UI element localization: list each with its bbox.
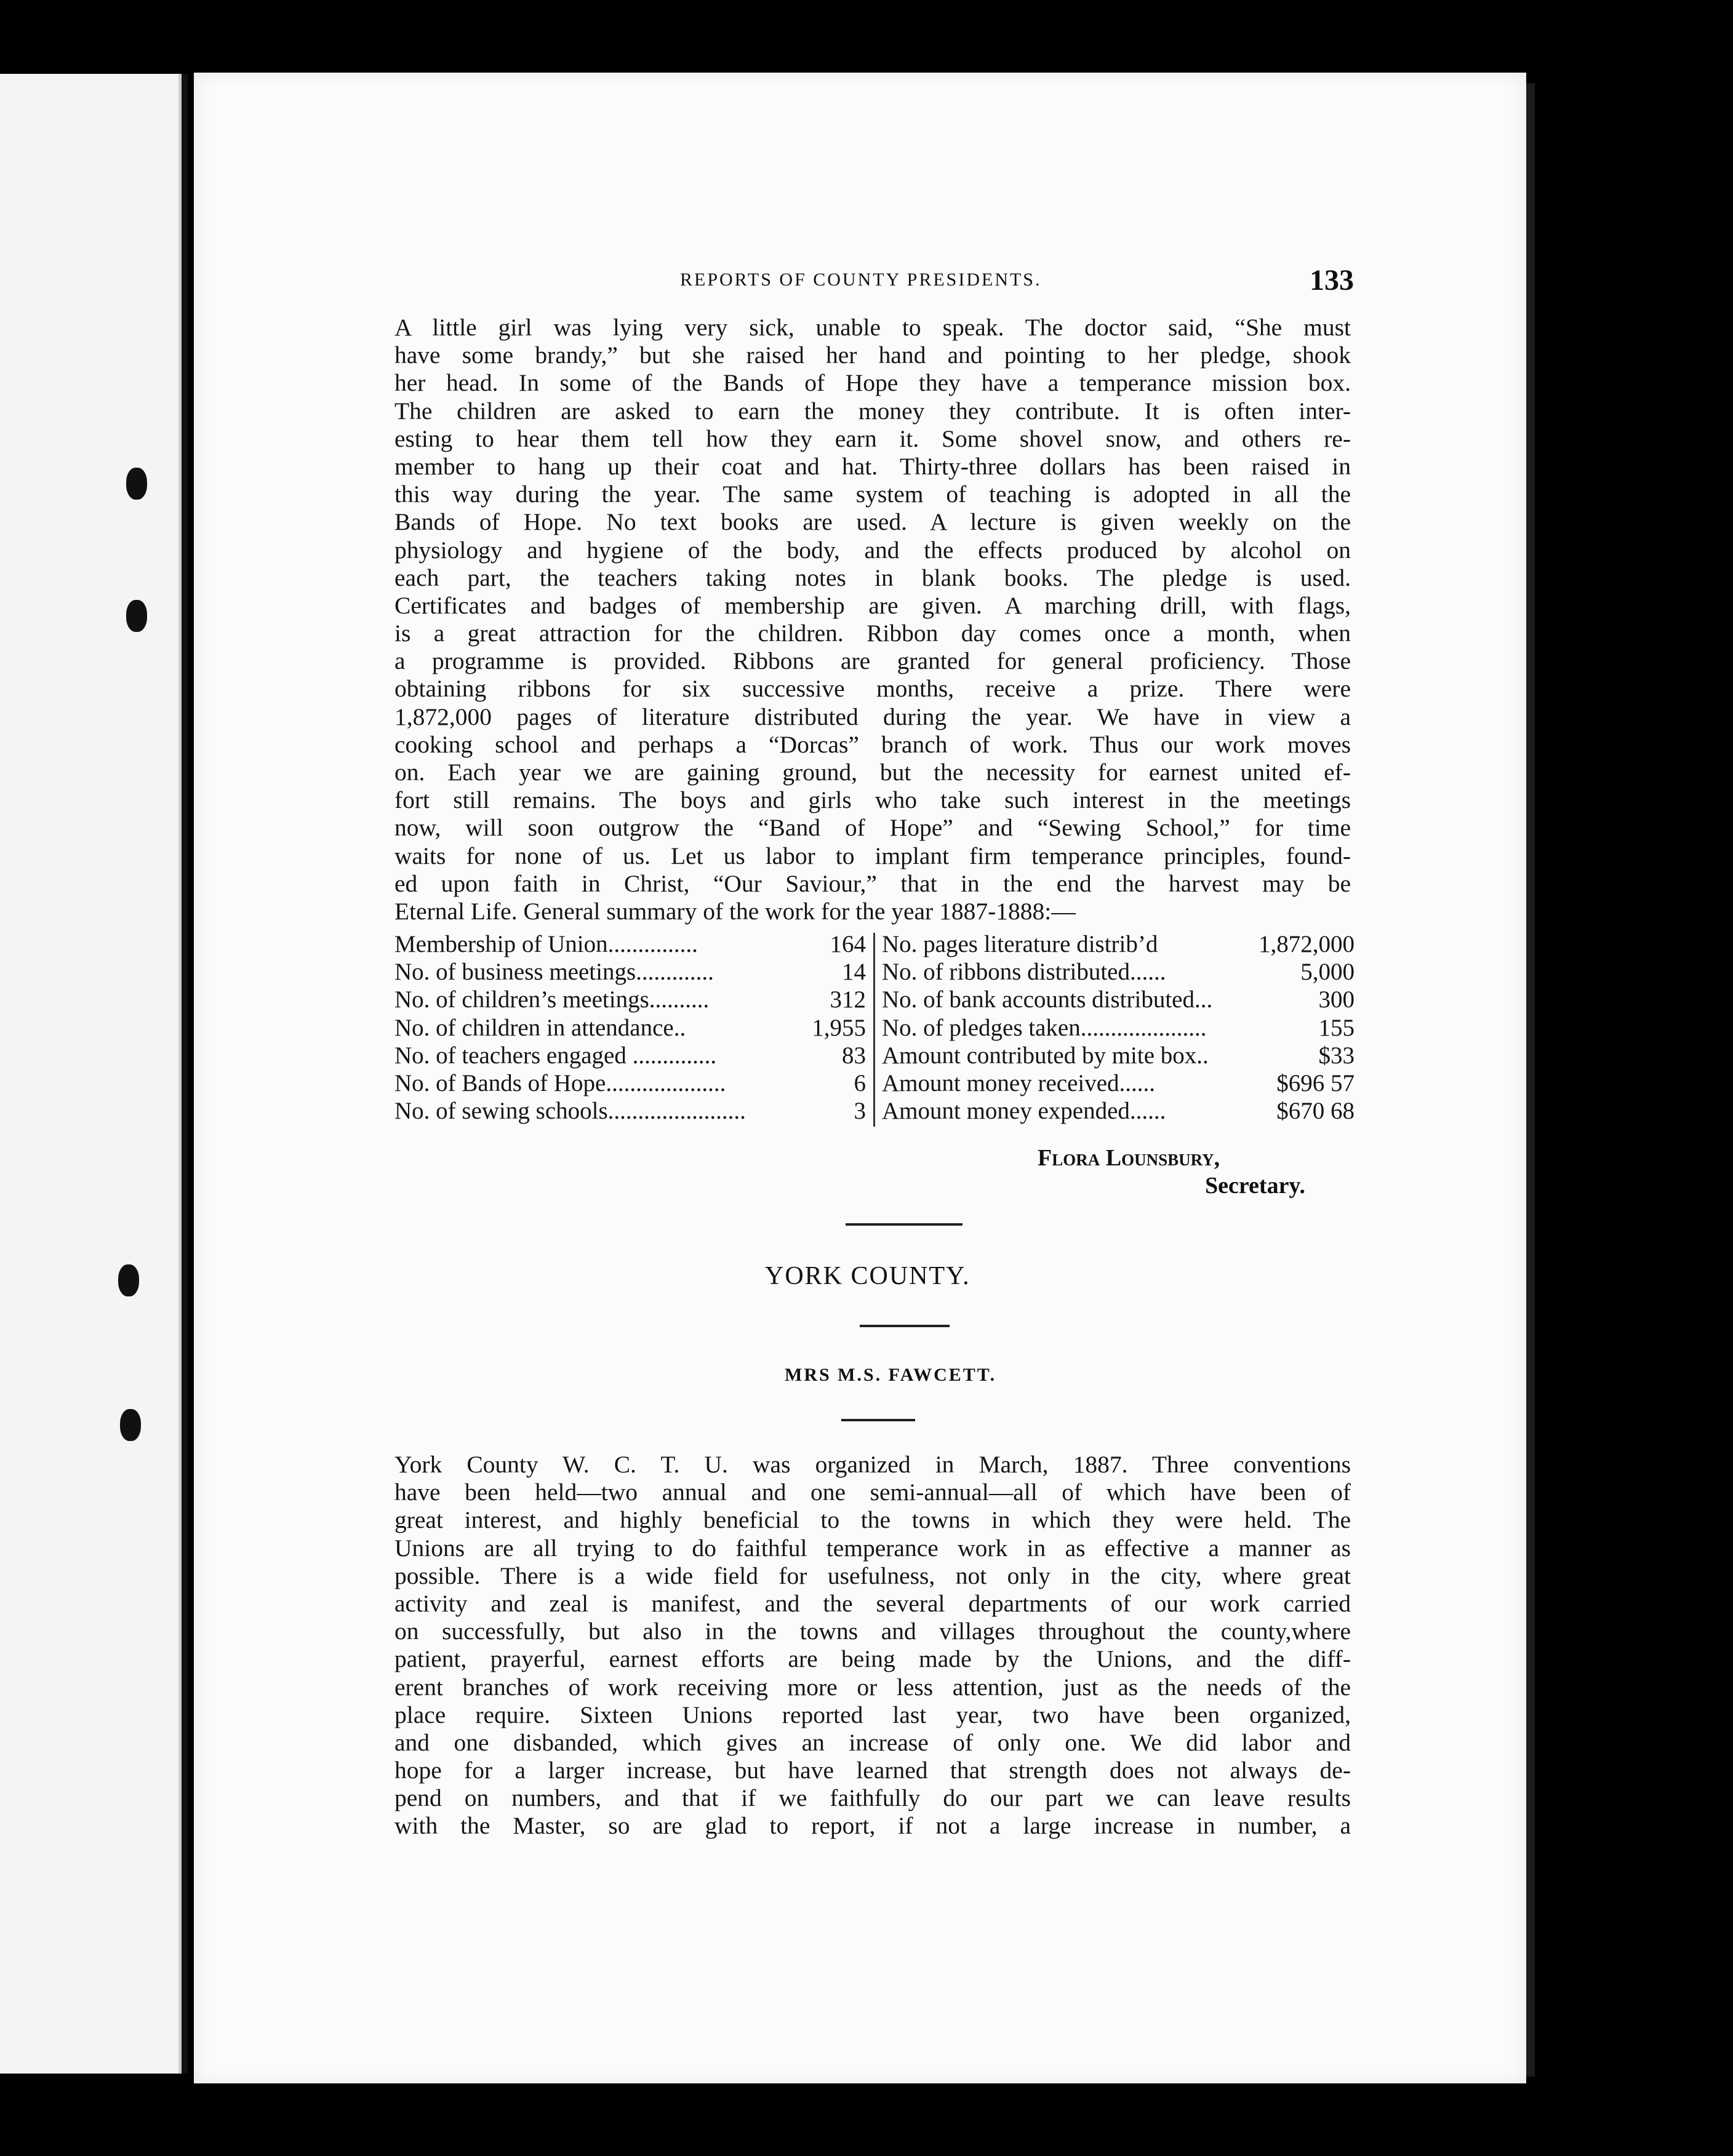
summary-column-left xyxy=(394,930,866,1125)
summary-row xyxy=(882,1042,1355,1069)
running-header: REPORTS OF COUNTY PRESIDENTS. xyxy=(680,270,1042,290)
summary-label: Membership of Union............... xyxy=(394,931,698,957)
page-edge-shadow xyxy=(1526,83,1535,2077)
text-line: this way during the year. The same system of teaching is adopted in all the xyxy=(394,481,1351,508)
binding-hole xyxy=(126,600,147,632)
summary-row xyxy=(882,930,1355,958)
page-number: 133 xyxy=(1310,264,1354,297)
summary-row xyxy=(394,958,866,986)
summary-column-divider xyxy=(873,933,875,1127)
text-line: on. Each year we are gaining ground, but the necessity for earnest united ef- xyxy=(394,759,1351,786)
section-author: MRS M.S. FAWCETT. xyxy=(785,1365,997,1385)
summary-value: $33 xyxy=(1318,1042,1355,1069)
text-line: Unions are all trying to do faithful temperance work in as effective a manner as xyxy=(394,1534,1351,1562)
summary-value: $670 68 xyxy=(1276,1098,1355,1125)
summary-label: No. of pledges taken..................... xyxy=(882,1014,1207,1041)
summary-label: No. of ribbons distributed...... xyxy=(882,959,1166,986)
section-rule xyxy=(841,1419,915,1421)
text-line: is a great attraction for the children. Ribbon day comes once a month, when xyxy=(394,620,1351,647)
text-line: a programme is provided. Ribbons are granted for general proficiency. Those xyxy=(394,647,1351,675)
text-line: Eternal Life. General summary of the work for the year 1887-1888:— xyxy=(394,897,1076,925)
binding-hole xyxy=(120,1409,141,1441)
text-line: great interest, and highly beneficial to the towns in which they were held. The xyxy=(394,1506,1351,1534)
summary-value: 300 xyxy=(1318,986,1355,1013)
summary-label: Amount contributed by mite box.. xyxy=(882,1042,1209,1069)
summary-value: $696 57 xyxy=(1276,1069,1355,1096)
text-line: York County W. C. T. U. was organized in March, 1887. Three conventions xyxy=(394,1451,1351,1478)
text-line: her head. In some of the Bands of Hope they have a temperance mission box. xyxy=(394,369,1351,397)
summary-row xyxy=(882,958,1355,986)
summary-row xyxy=(394,986,866,1013)
text-line: physiology and hygiene of the body, and the effects produced by alcohol on xyxy=(394,536,1351,564)
summary-label: Amount money received...... xyxy=(882,1069,1156,1096)
summary-value: 155 xyxy=(1318,1014,1355,1041)
text-line: A little girl was lying very sick, unable to speak. The doctor said, “She must xyxy=(394,314,1351,341)
binding-hole xyxy=(126,468,147,500)
summary-label: No. of children in attendance.. xyxy=(394,1014,686,1041)
summary-row xyxy=(882,1069,1355,1097)
text-line: fort still remains. The boys and girls who take such interest in the meetings xyxy=(394,786,1351,814)
report-body-text xyxy=(394,314,1351,925)
text-line: patient, prayerful, earnest efforts are being made by the Unions, and the diff- xyxy=(394,1645,1351,1673)
summary-row xyxy=(394,1097,866,1125)
text-line: each part, the teachers taking notes in blank books. The pledge is used. xyxy=(394,564,1351,591)
text-line: have been held—two annual and one semi-annual—all of which have been of xyxy=(394,1479,1351,1506)
summary-label: No. pages literature distrib’d xyxy=(882,931,1158,957)
text-line: waits for none of us. Let us labor to implant firm temperance principles, found- xyxy=(394,842,1351,869)
text-line: obtaining ribbons for six successive months, receive a prize. There were xyxy=(394,675,1351,703)
binding-hole xyxy=(118,1264,139,1296)
text-line: activity and zeal is manifest, and the several departments of our work carried xyxy=(394,1589,1351,1617)
summary-row xyxy=(882,1014,1355,1042)
summary-row xyxy=(882,986,1355,1013)
summary-value: 3 xyxy=(854,1098,866,1125)
york-county-body-text xyxy=(394,1451,1351,1840)
text-line: possible. There is a wide field for usefulness, not only in the city, where great xyxy=(394,1562,1351,1589)
summary-label: No. of business meetings............. xyxy=(394,959,714,986)
text-line: ed upon faith in Christ, “Our Saviour,” that in the end the harvest may be xyxy=(394,869,1351,897)
text-line: and one disbanded, which gives an increase of only one. We did labor and xyxy=(394,1728,1351,1756)
summary-row xyxy=(882,1097,1355,1125)
text-line: esting to hear them tell how they earn it. Some shovel snow, and others re- xyxy=(394,425,1351,452)
summary-row xyxy=(394,930,866,958)
text-line: The children are asked to earn the money they contribute. It is often inter- xyxy=(394,397,1351,425)
section-rule xyxy=(860,1325,950,1327)
text-line: on successfully, but also in the towns and villages throughout the county,where xyxy=(394,1618,1351,1645)
section-heading: YORK COUNTY. xyxy=(765,1262,971,1290)
summary-value: 164 xyxy=(830,931,866,957)
summary-value: 83 xyxy=(842,1042,866,1069)
text-line: with the Master, so are glad to report, if not a large increase in number, a xyxy=(394,1812,1351,1840)
text-line: hope for a larger increase, but have learned that strength does not always de- xyxy=(394,1757,1351,1784)
summary-row xyxy=(394,1069,866,1097)
summary-label: No. of teachers engaged .............. xyxy=(394,1042,717,1069)
text-line: now, will soon outgrow the “Band of Hope” and “Sewing School,” for time xyxy=(394,814,1351,842)
summary-value: 6 xyxy=(854,1069,866,1096)
text-line: have some brandy,” but she raised her hand and pointing to her pledge, shook xyxy=(394,341,1351,369)
summary-value: 14 xyxy=(842,959,866,986)
summary-label: No. of bank accounts distributed... xyxy=(882,986,1213,1013)
text-line: 1,872,000 pages of literature distributed during the year. We have in view a xyxy=(394,703,1351,730)
signature-title: Secretary. xyxy=(1205,1173,1305,1199)
summary-label: Amount money expended...... xyxy=(882,1098,1166,1125)
text-line: pend on numbers, and that if we faithfully do our part we can leave results xyxy=(394,1784,1351,1812)
text-line: Bands of Hope. No text books are used. A lecture is given weekly on the xyxy=(394,508,1351,536)
section-rule xyxy=(846,1223,963,1226)
summary-label: No. of sewing schools....................... xyxy=(394,1098,746,1125)
text-line: erent branches of work receiving more or less attention, just as the needs of the xyxy=(394,1673,1351,1701)
summary-value: 312 xyxy=(830,986,866,1013)
summary-row xyxy=(394,1014,866,1042)
summary-value: 1,872,000 xyxy=(1259,931,1355,957)
text-line: place require. Sixteen Unions reported last year, two have been organized, xyxy=(394,1701,1351,1728)
text-line: cooking school and perhaps a “Dorcas” branch of work. Thus our work moves xyxy=(394,730,1351,758)
text-line: Certificates and badges of membership are given. A marching drill, with flags, xyxy=(394,591,1351,619)
facing-page-edge xyxy=(0,74,182,2074)
signature-name: Flora Lounsbury, xyxy=(1038,1145,1220,1171)
summary-column-right xyxy=(882,930,1355,1125)
text-line: member to hang up their coat and hat. Thirty-three dollars has been raised in xyxy=(394,452,1351,480)
binding-gutter xyxy=(182,74,188,2074)
summary-label: No. of children’s meetings.......... xyxy=(394,986,710,1013)
summary-row xyxy=(394,1042,866,1069)
summary-label: No. of Bands of Hope.................... xyxy=(394,1069,726,1096)
summary-value: 1,955 xyxy=(812,1014,866,1041)
summary-value: 5,000 xyxy=(1300,959,1355,986)
